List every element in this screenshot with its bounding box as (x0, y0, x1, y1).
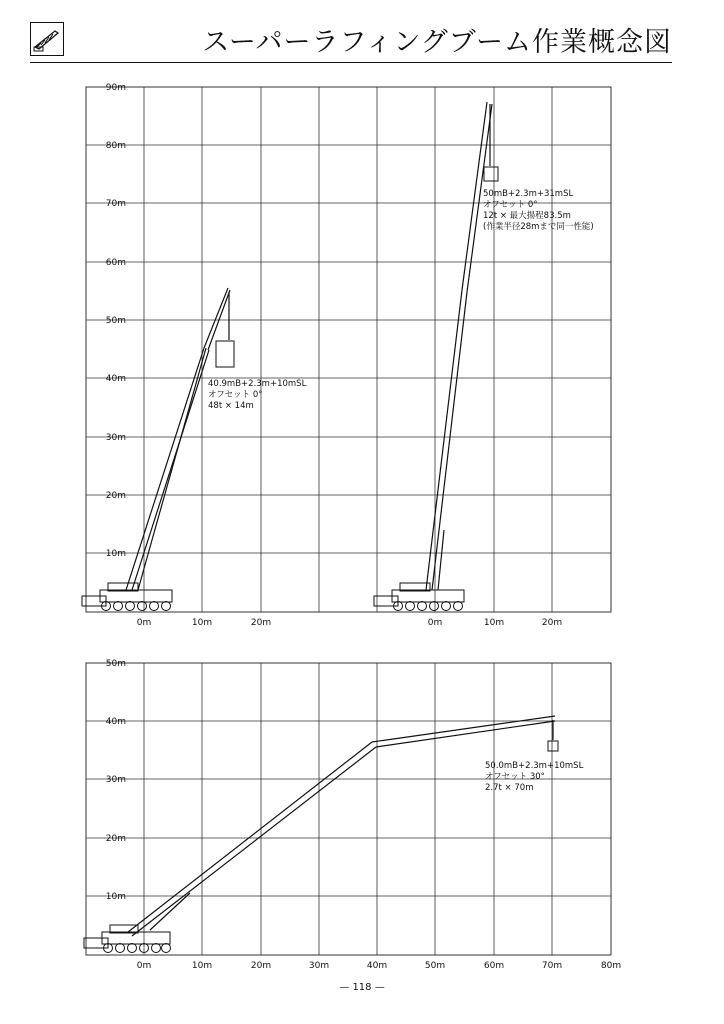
top-y-tick: 10m (105, 549, 126, 559)
right-crane-spec-line1: 50mB+2.3m+31mSL (483, 189, 574, 199)
bottom-y-tick: 20m (105, 834, 126, 844)
right-crane-spec-line2: オフセット 0° (483, 200, 538, 210)
bottom-x-tick: 70m (541, 961, 563, 971)
bottom-y-tick: 40m (105, 717, 126, 727)
top-right-x-tick: 20m (541, 618, 563, 628)
bottom-y-tick: 50m (105, 659, 126, 669)
top-right-x-tick: 10m (483, 618, 505, 628)
top-y-tick: 80m (105, 141, 126, 151)
bottom-y-axis-labels (106, 659, 126, 902)
bottom-x-tick: 20m (250, 961, 272, 971)
top-y-tick: 50m (105, 316, 126, 326)
top-y-axis-labels (106, 83, 126, 559)
bottom-y-tick: 30m (105, 775, 126, 785)
bottom-x-tick: 50m (424, 961, 446, 971)
bottom-x-tick: 80m (600, 961, 622, 971)
top-left-x-tick: 10m (191, 618, 213, 628)
left-crane-spec-line3: 48t × 14m (208, 401, 254, 411)
top-left-x-tick: 0m (136, 618, 152, 628)
page-title: スーパーラフィングブーム作業概念図 (202, 27, 672, 58)
left-crane-spec-line1: 40.9mB+2.3m+10mSL (208, 379, 307, 389)
grid-top-left (86, 87, 611, 612)
bottom-x-axis-labels (137, 961, 621, 971)
top-left-x-tick: 20m (250, 618, 272, 628)
page-number: — 118 — (339, 982, 385, 993)
top-left-x-axis-labels (137, 618, 271, 628)
top-y-tick: 30m (105, 433, 126, 443)
right-crane-spec-line3: 12t × 最大揚程83.5m (483, 211, 571, 221)
left-crane-spec-line2: オフセット 0° (208, 390, 263, 400)
bottom-x-tick: 40m (366, 961, 388, 971)
top-right-x-axis-labels (428, 618, 562, 628)
top-right-x-tick: 0m (427, 618, 443, 628)
crane-bottom (84, 716, 558, 953)
bottom-x-tick: 30m (308, 961, 330, 971)
bottom-x-tick: 10m (191, 961, 213, 971)
crane-right (374, 102, 498, 611)
top-y-tick: 70m (105, 199, 126, 209)
top-y-tick: 90m (105, 83, 126, 93)
top-y-tick: 60m (105, 258, 126, 268)
bottom-crane-spec-line2: オフセット 30° (485, 772, 545, 782)
bottom-crane-spec-line3: 2.7t × 70m (485, 783, 534, 793)
bottom-crane-spec-line1: 50.0mB+2.3m+10mSL (485, 761, 584, 771)
crane-left (82, 288, 234, 611)
bottom-x-tick: 60m (483, 961, 505, 971)
bottom-y-tick: 10m (105, 892, 126, 902)
right-crane-spec-line4: (作業半径28mまで同一性能) (483, 222, 594, 232)
top-y-tick: 20m (105, 491, 126, 501)
top-y-tick: 40m (105, 374, 126, 384)
bottom-x-tick: 0m (136, 961, 152, 971)
